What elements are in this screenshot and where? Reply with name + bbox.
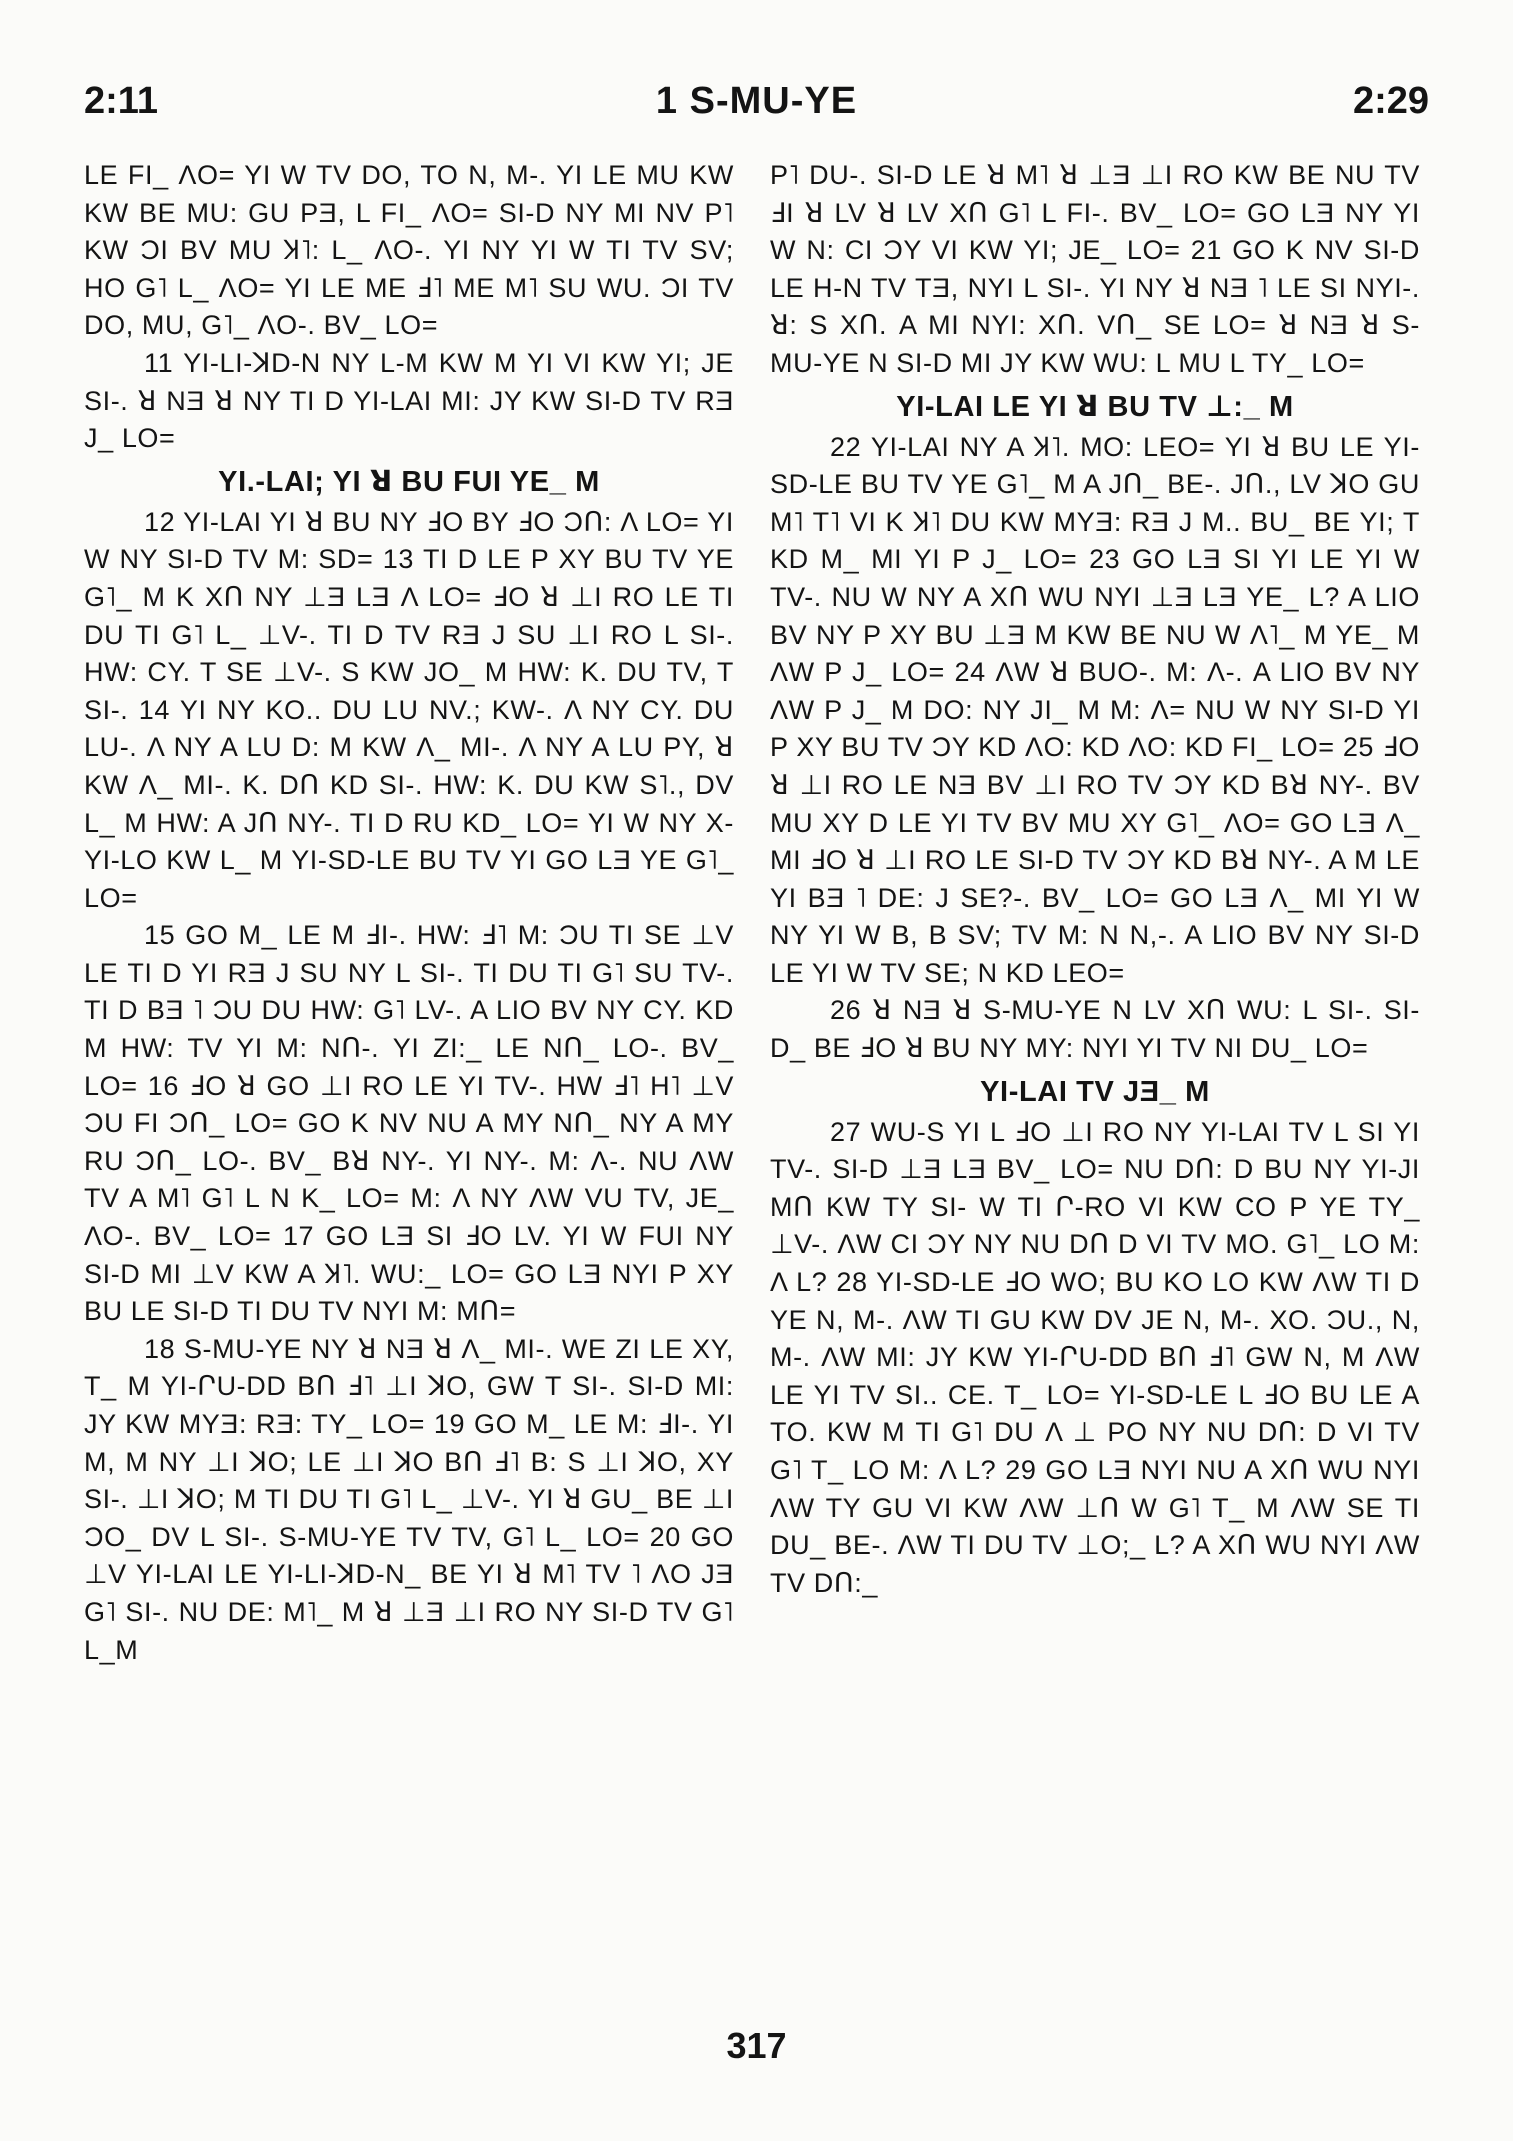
left-text-column	[84, 157, 734, 1997]
paragraph: 27 WU-S YI L ℲO ⊥I RO NY YI-LAI TV L SI YI TV-. SI-D ⊥Ǝ LƎ BV_ LO= NU DՈ: D BU NY YI-JI MՈ KW TY SI- W TI Ր-RO VI KW CO P YE TY_ ⊥V-. ΛW CI ƆY NY NU DՈ D VI TV MO. G˥_ LO M: Λ L? 28 YI-SD-LE ℲO WO; BU KO LO KW ΛW TI D YE N, M-. ΛW TI GU KW DV JE N, M-. XO. ƆU., N, M-. ΛW MI: JY KW YI-ՐU-DD BՈ Ⅎ˥ GW N, M ΛW LE YI TV SI.. CE. T_ LO= YI-SD-LE L ℲO BU LE A TO. KW M TI G˥ DU Λ ⊥ PO NY NU DՈ: D VI TV G˥ T_ LO M: Λ L? 29 GO LƎ NYI NU A XՈ WU NYI ΛW TY GU VI KW ΛW ⊥Ո W G˥ T_ M ΛW SE TI DU_ BE-. ΛW TI DU TV ⊥O;_ L? A XՈ WU NYI ΛW TV DՈ:_	[770, 1116, 1420, 1598]
paragraph: 12 YI-LAI YI ꓤ BU NY ℲO BY ℲO ƆՈ: Λ LO= YI W NY SI-D TV M: SD= 13 TI D LE P XY BU TV YE G˥_ M K XՈ NY ⊥Ǝ LƎ Λ LO= ℲO ꓤ ⊥I RO LE TI DU TI G˥ L_ ⊥V-. TI D TV RƎ J SU ⊥I RO L SI-. HW: CY. T SE ⊥V-. S KW JO_ M HW: K. DU TV, T SI-. 14 YI NY KO.. DU LU NV.; KW-. Λ NY CY. DU LU-. Λ NY A LU D: M KW Λ_ MI-. Λ NY A LU PY, ꓤ KW Λ_ MI-. K. DՈ KD SI-. HW: K. DU KW S˥., DV L_ M HW: A JՈ NY-. TI D RU KD_ LO= YI W NY X-YI-LO KW L_ M YI-SD-LE BU TV YI GO LƎ YE G˥_ LO=	[84, 506, 734, 913]
page-number: 317	[726, 2025, 787, 2066]
section-heading: YI-LAI LE YI ꓤ BU TV ⊥:_ M	[896, 390, 1294, 423]
running-header	[84, 80, 1429, 130]
header-left-reference: 2:11	[84, 80, 158, 122]
paragraph: 18 S-MU-YE NY ꓤ NƎ ꓤ Λ_ MI-. WE ZI LE XY, T_ M YI-ՐU-DD BՈ Ⅎ˥ ⊥I ꓘO, GW T SI-. SI-D MI: JY KW MYƎ: RƎ: TY_ LO= 19 GO M_ LE M: ℲI-. YI M, M NY ⊥I ꓘO; LE ⊥I ꓘO BՈ Ⅎ˥ B: S ⊥I ꓘO, XY SI-. ⊥I ꓘO; M TI DU TI G˥ L_ ⊥V-. YI ꓤ GU_ BE ⊥I ƆO_ DV L SI-. S-MU-YE TV TV, G˥ L_ LO= 20 GO ⊥V YI-LAI LE YI-LI-ꓘD-N_ BE YI ꓤ M˥ TV ˥ ΛO JƎ G˥ SI-. NU DE: M˥_ M ꓤ ⊥Ǝ ⊥I RO NY SI-D TV G˥ L_M	[84, 1333, 734, 1665]
book-title: 1 S-MU-YE	[655, 80, 858, 122]
header-right-reference: 2:29	[1352, 80, 1429, 122]
section-heading: YI.-LAI; YI ꓤ BU FUI YE_ M	[218, 465, 600, 498]
section-heading: YI-LAI TV JƎ_ M	[980, 1075, 1210, 1108]
paragraph: 22 YI-LAI NY A Ʞ˥. MO: LEO= YI ꓤ BU LE YI-SD-LE BU TV YE G˥_ M A JՈ_ BE-. JՈ., LV ꓘO GU M˥ T˥ VI K Ʞ˥ DU KW MYƎ: RƎ J M.. BU_ BE YI; T KD M_ MI YI P J_ LO= 23 GO LƎ SI YI LE YI W TV-. NU W NY A XՈ WU NYI ⊥Ǝ LƎ YE_ L? A LIO BV NY P XY BU ⊥Ǝ M KW BE NU W Λ˥_ M YE_ M ΛW P J_ LO= 24 ΛW ꓤ BUO-. M: Λ-. A LIO BV NY ΛW P J_ M DO: NY JI_ M M: Λ= NU W NY SI-D YI P XY BU TV ƆY KD ΛO: KD ΛO: KD FI_ LO= 25 ℲO ꓤ ⊥I RO LE NƎ BV ⊥I RO TV ƆY KD Bꓤ NY-. BV MU XY D LE YI TV BV MU XY G˥_ ΛO= GO LƎ Λ_ MI ℲO ꓤ ⊥I RO LE SI-D TV ƆY KD Bꓤ NY-. A M LE YI BƎ ˥ DE: J SE?-. BV_ LO= GO LƎ Λ_ MI YI W NY YI W B, B SV; TV M: N N,-. A LIO BV NY SI-D LE YI W TV SE; N KD LEO=	[770, 431, 1420, 988]
paragraph: P˥ DU-. SI-D LE ꓤ M˥ ꓤ ⊥Ǝ ⊥I RO KW BE NU TV ℲI ꓤ LV ꓤ LV XՈ G˥ L FI-. BV_ LO= GO LƎ NY YI W N: CI ƆY VI KW YI; JE_ LO= 21 GO K NV SI-D LE H-N TV TƎ, NYI L SI-. YI NY ꓤ NƎ ˥ LE SI NYI-. ꓤ: S XՈ. A MI NYI: XՈ. VՈ_ SE LO= ꓤ NƎ ꓤ S-MU-YE N SI-D MI JY KW WU: L MU L TY_ LO=	[770, 160, 1420, 378]
paragraph: 15 GO M_ LE M ℲI-. HW: Ⅎ˥ M: ƆU TI SE ⊥V LE TI D YI RƎ J SU NY L SI-. TI DU TI G˥ SU TV-. TI D BƎ ˥ ƆU DU HW: G˥ LV-. A LIO BV NY CY. KD M HW: TV YI M: NՈ-. YI ZI:_ LE NՈ_ LO-. BV_ LO= 16 ℲO ꓤ GO ⊥I RO LE YI TV-. HW Ⅎ˥ H˥ ⊥V ƆU FI ƆՈ_ LO= GO K NV NU A MY NՈ_ NY A MY RU ƆՈ_ LO-. BV_ Bꓤ NY-. YI NY-. M: Λ-. NU ΛW TV A M˥ G˥ L N K_ LO= M: Λ NY ΛW VU TV, JE_ ΛO-. BV_ LO= 17 GO LƎ SI ℲO LV. YI W FUI NY SI-D MI ⊥V KW A Ʞ˥. WU:_ LO= GO LƎ NYI P XY BU LE SI-D TI DU TV NYI M: MՈ=	[84, 920, 734, 1327]
paragraph: LE FI_ ΛO= YI W TV DO, TO N, M-. YI LE MU KW KW BE MU: GU PƎ, L FI_ ΛO= SI-D NY MI NV P˥ KW ƆI BV MU Ʞ˥: L_ ΛO-. YI NY YI W TI TV SV; HO G˥ L_ ΛO= YI LE ME Ⅎ˥ ME M˥ SU WU. ƆI TV DO, MU, G˥_ ΛO-. BV_ LO=	[84, 160, 734, 341]
paragraph: 26 ꓤ NƎ ꓤ S-MU-YE N LV XՈ WU: L SI-. SI-D_ BE ℲO ꓤ BU NY MY: NYI YI TV NI DU_ LO=	[770, 995, 1420, 1064]
right-text-column	[770, 157, 1420, 1997]
paragraph: 11 YI-LI-ꓘD-N NY L-M KW M YI VI KW YI; JE SI-. ꓤ NƎ ꓤ NY TI D YI-LAI MI: JY KW SI-D TV RƎ J_ LO=	[84, 347, 734, 454]
